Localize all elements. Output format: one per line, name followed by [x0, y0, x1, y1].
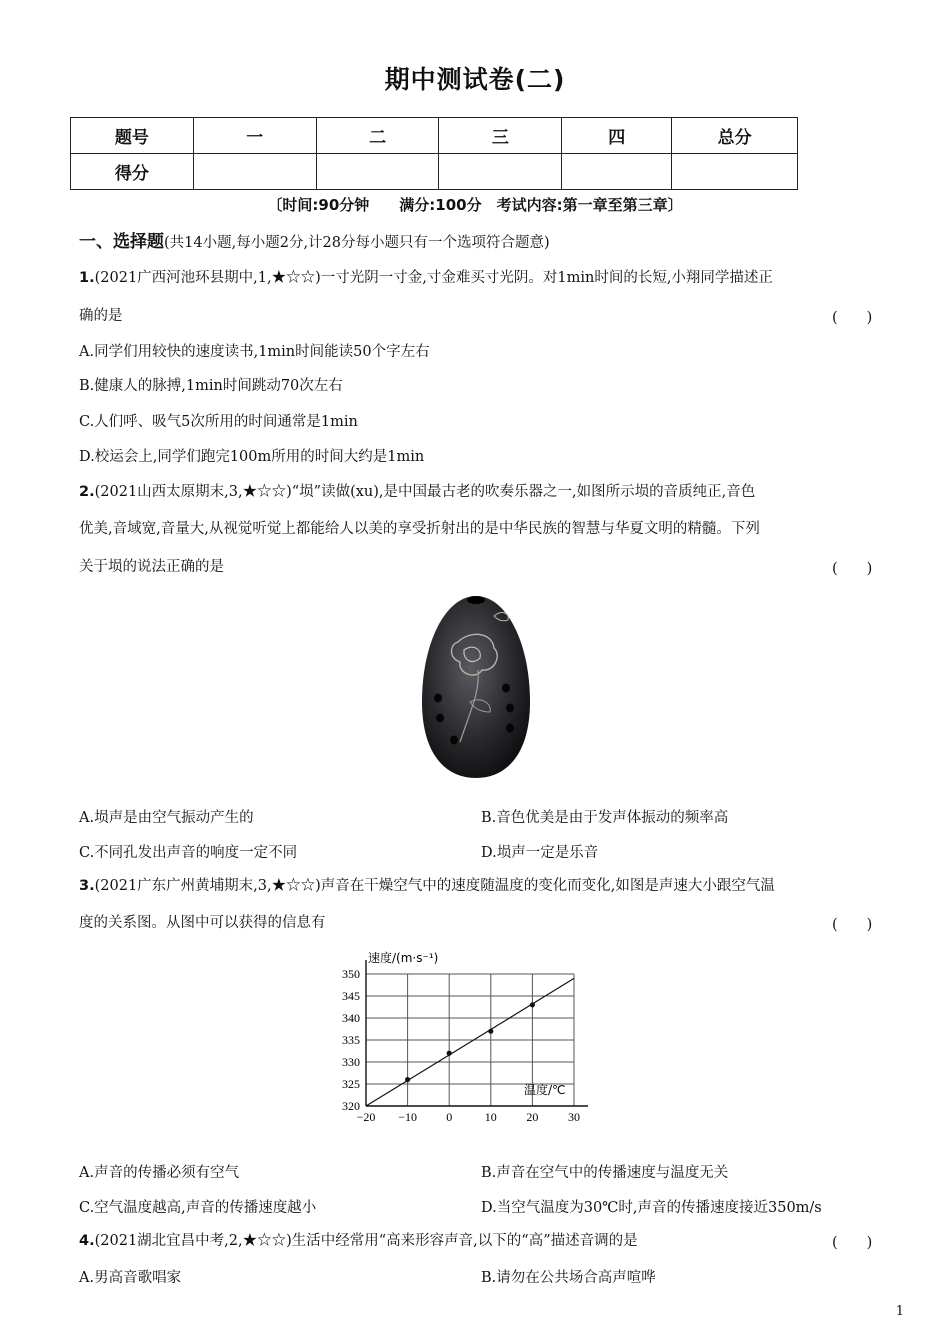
score-cell[interactable]: [672, 154, 798, 190]
option-a[interactable]: A.声音的传播必须有空气: [79, 1165, 240, 1181]
x-tick-label: −20: [356, 1110, 376, 1124]
question-text: (2021山西太原期末,3,★☆☆)“埙”读做(xu),是中国最古老的吹奏乐器之一,如图所示埙的音质纯正,音色: [94, 484, 756, 500]
score-table-header: 总分: [672, 118, 798, 154]
option-b[interactable]: B.声音在空气中的传播速度与温度无关: [481, 1165, 729, 1181]
score-table-header: 二: [316, 118, 439, 154]
section-title: 一、选择题: [79, 232, 164, 252]
question-2-line-1: [79, 482, 755, 502]
question-number: 1.: [79, 270, 95, 286]
data-point: [447, 1051, 452, 1056]
option-d[interactable]: D.当空气温度为30℃时,声音的传播速度接近350m/s: [481, 1200, 822, 1216]
score-cell[interactable]: [316, 154, 439, 190]
y-tick-label: 340: [342, 1011, 360, 1025]
y-tick-label: 335: [342, 1033, 360, 1047]
speed-temperature-chart: [330, 950, 630, 1130]
page-number: 1: [895, 1304, 904, 1319]
question-3-line-1: [79, 876, 775, 896]
x-tick-label: 20: [526, 1110, 539, 1124]
x-axis-label: 温度/℃: [524, 1083, 566, 1097]
data-point: [530, 1002, 535, 1007]
page-title: 期中测试卷(二): [384, 65, 566, 94]
score-cell[interactable]: [562, 154, 672, 190]
score-table-header: 三: [439, 118, 562, 154]
option-a[interactable]: A.同学们用较快的速度读书,1min时间能读50个字左右: [79, 344, 430, 360]
x-tick-label: 0: [446, 1110, 453, 1124]
question-text: (2021广东广州黄埔期末,3,★☆☆)声音在干燥空气中的速度随温度的变化而变化,如图是声速大小跟空气温: [94, 878, 775, 894]
option-a[interactable]: A.埙声是由空气振动产生的: [79, 810, 254, 826]
option-b[interactable]: B.健康人的脉搏,1min时间跳动70次左右: [79, 378, 343, 394]
question-4-line-1: [79, 1231, 638, 1251]
question-number: 3.: [79, 878, 95, 894]
question-1-line-1: [79, 268, 773, 288]
score-table-header: 一: [193, 118, 316, 154]
option-b[interactable]: B.音色优美是由于发声体振动的频率高: [481, 810, 729, 826]
option-c[interactable]: C.空气温度越高,声音的传播速度越小: [79, 1200, 317, 1216]
data-point: [405, 1077, 410, 1082]
score-row-label: 得分: [71, 154, 194, 190]
question-number: 4.: [79, 1233, 95, 1249]
answer-bracket[interactable]: ( ): [832, 561, 873, 577]
exam-info: 〔时间:90分钟 满分:100分 考试内容:第一章至第三章〕: [267, 196, 683, 214]
y-tick-label: 325: [342, 1077, 360, 1091]
x-tick-label: 30: [568, 1110, 580, 1124]
question-text: (2021湖北宜昌中考,2,★☆☆)生活中经常用“高来形容声音,以下的“高”描述音调的是: [94, 1233, 638, 1249]
option-b[interactable]: B.请勿在公共场合高声喧哗: [481, 1270, 656, 1286]
y-tick-label: 350: [342, 967, 360, 981]
score-cell[interactable]: [193, 154, 316, 190]
option-d[interactable]: D.校运会上,同学们跑完100m所用的时间大约是1min: [79, 449, 425, 465]
y-tick-label: 330: [342, 1055, 360, 1069]
option-c[interactable]: C.人们呼、吸气5次所用的时间通常是1min: [79, 414, 358, 430]
score-table-header: 四: [562, 118, 672, 154]
option-c[interactable]: C.不同孔发出声音的响度一定不同: [79, 845, 298, 861]
xun-instrument-image: [420, 592, 532, 780]
x-tick-label: 10: [484, 1110, 497, 1124]
option-a[interactable]: A.男高音歌唱家: [79, 1270, 182, 1286]
question-1-line-2: 确的是: [79, 308, 123, 324]
data-point: [488, 1029, 493, 1034]
section-heading: [79, 232, 550, 253]
score-cell[interactable]: [439, 154, 562, 190]
question-number: 2.: [79, 484, 95, 500]
question-2-line-2: 优美,音域宽,音量大,从视觉听觉上都能给人以美的享受折射出的是中华民族的智慧与华夏文明的精髓。下列: [79, 521, 760, 537]
y-axis-label: 速度/(m·s⁻¹): [368, 951, 439, 965]
score-table-header-row: [71, 118, 798, 154]
y-tick-label: 320: [342, 1099, 360, 1113]
answer-bracket[interactable]: ( ): [832, 310, 873, 326]
answer-bracket[interactable]: ( ): [832, 1235, 873, 1251]
question-3-line-2: 度的关系图。从图中可以获得的信息有: [79, 915, 326, 931]
y-tick-label: 345: [342, 989, 360, 1003]
option-d[interactable]: D.埙声一定是乐音: [481, 845, 599, 861]
score-table-score-row: [71, 154, 798, 190]
score-table-header: 题号: [71, 118, 194, 154]
question-text: (2021广西河池环县期中,1,★☆☆)一寸光阴一寸金,寸金难买寸光阴。对1min时间的长短,小翔同学描述正: [94, 270, 773, 286]
question-2-line-3: 关于埙的说法正确的是: [79, 559, 224, 575]
x-tick-label: −10: [398, 1110, 417, 1124]
answer-bracket[interactable]: ( ): [832, 917, 873, 933]
section-note: (共14小题,每小题2分,计28分每小题只有一个选项符合题意): [164, 235, 550, 251]
score-table: [70, 117, 798, 190]
